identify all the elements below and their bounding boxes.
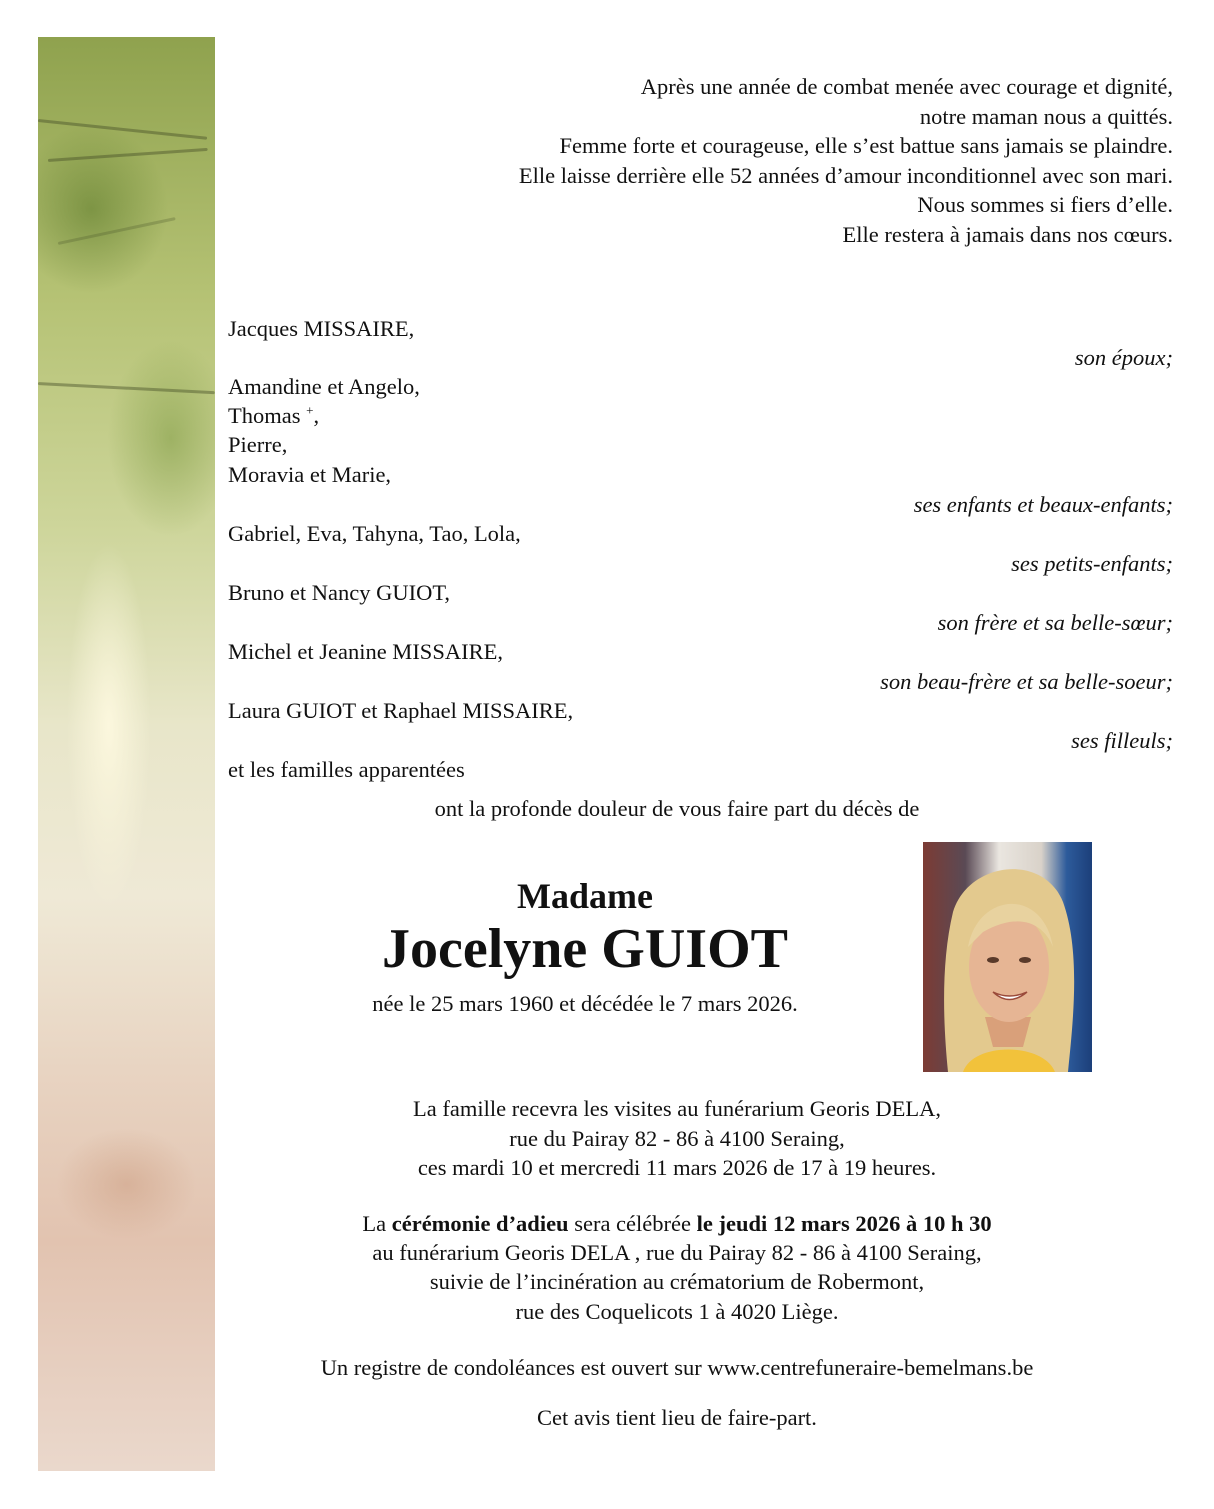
poem-line: notre maman nous a quittés. <box>919 103 1173 129</box>
child-name: Moravia et Marie, <box>228 462 392 487</box>
brother-role: son frère et sa belle-sœur; <box>937 610 1173 635</box>
ceremony-headline: La cérémonie d’adieu sera célébrée le jeudi 12 mars 2026 à 10 h 30 <box>362 1211 992 1236</box>
poem-line: Elle restera à jamais dans nos cœurs. <box>842 221 1173 247</box>
deceased-dates: née le 25 mars 1960 et décédée le 7 mars 2026. <box>372 991 798 1016</box>
inlaws-role: son beau-frère et sa belle-soeur; <box>880 669 1173 694</box>
child-name: Thomas +, <box>228 402 320 428</box>
closing-note: Cet avis tient lieu de faire-part. <box>537 1405 817 1430</box>
grandchildren-role: ses petits-enfants; <box>1011 551 1173 576</box>
ceremony-line: rue des Coquelicots 1 à 4020 Liège. <box>515 1299 839 1324</box>
child-name: Pierre, <box>228 432 288 457</box>
poem-line: Elle laisse derrière elle 52 années d’amour inconditionnel avec son mari. <box>518 162 1173 188</box>
deceased-name: Jocelyne GUIOT <box>382 918 788 980</box>
visits-line: La famille recevra les visites au funérarium Georis DELA, <box>413 1096 941 1121</box>
children-role: ses enfants et beaux-enfants; <box>913 492 1173 517</box>
spouse-name: Jacques MISSAIRE, <box>228 316 415 341</box>
godchildren-names: Laura GUIOT et Raphael MISSAIRE, <box>228 698 574 723</box>
announcement-line: ont la profonde douleur de vous faire part du décès de <box>434 796 920 821</box>
other-families: et les familles apparentées <box>228 757 465 782</box>
forest-path-image <box>38 37 215 1471</box>
deceased-title: Madame <box>517 876 653 916</box>
inlaws-names: Michel et Jeanine MISSAIRE, <box>228 639 503 664</box>
ceremony-datetime: le jeudi 12 mars 2026 à 10 h 30 <box>696 1211 992 1236</box>
ceremony-label: cérémonie d’adieu <box>391 1211 569 1236</box>
visits-line: ces mardi 10 et mercredi 11 mars 2026 de 17 à 19 heures. <box>417 1155 937 1180</box>
visits-line: rue du Pairay 82 - 86 à 4100 Seraing, <box>509 1126 845 1151</box>
spouse-role: son époux; <box>1074 345 1173 370</box>
brother-names: Bruno et Nancy GUIOT, <box>228 580 451 605</box>
poem-line: Femme forte et courageuse, elle s’est battue sans jamais se plaindre. <box>559 133 1173 159</box>
condolence-registry: Un registre de condoléances est ouvert sur www.centrefuneraire-bemelmans.be <box>320 1355 1034 1380</box>
poem <box>300 72 1173 250</box>
grandchildren-names: Gabriel, Eva, Tahyna, Tao, Lola, <box>228 521 521 546</box>
godchildren-role: ses filleuls; <box>1071 728 1173 753</box>
portrait-photo <box>923 842 1092 1072</box>
ceremony-line: suivie de l’incinération au crématorium de Robermont, <box>429 1269 925 1294</box>
poem-line: Après une année de combat menée avec courage et dignité, <box>640 74 1173 99</box>
portrait-illustration <box>923 842 1092 1072</box>
deceased-mark: + <box>306 402 314 418</box>
ceremony-line: au funérarium Georis DELA , rue du Pairay 82 - 86 à 4100 Seraing, <box>372 1240 982 1265</box>
poem-line: Nous sommes si fiers d’elle. <box>917 192 1173 218</box>
child-name: Amandine et Angelo, <box>228 374 420 399</box>
